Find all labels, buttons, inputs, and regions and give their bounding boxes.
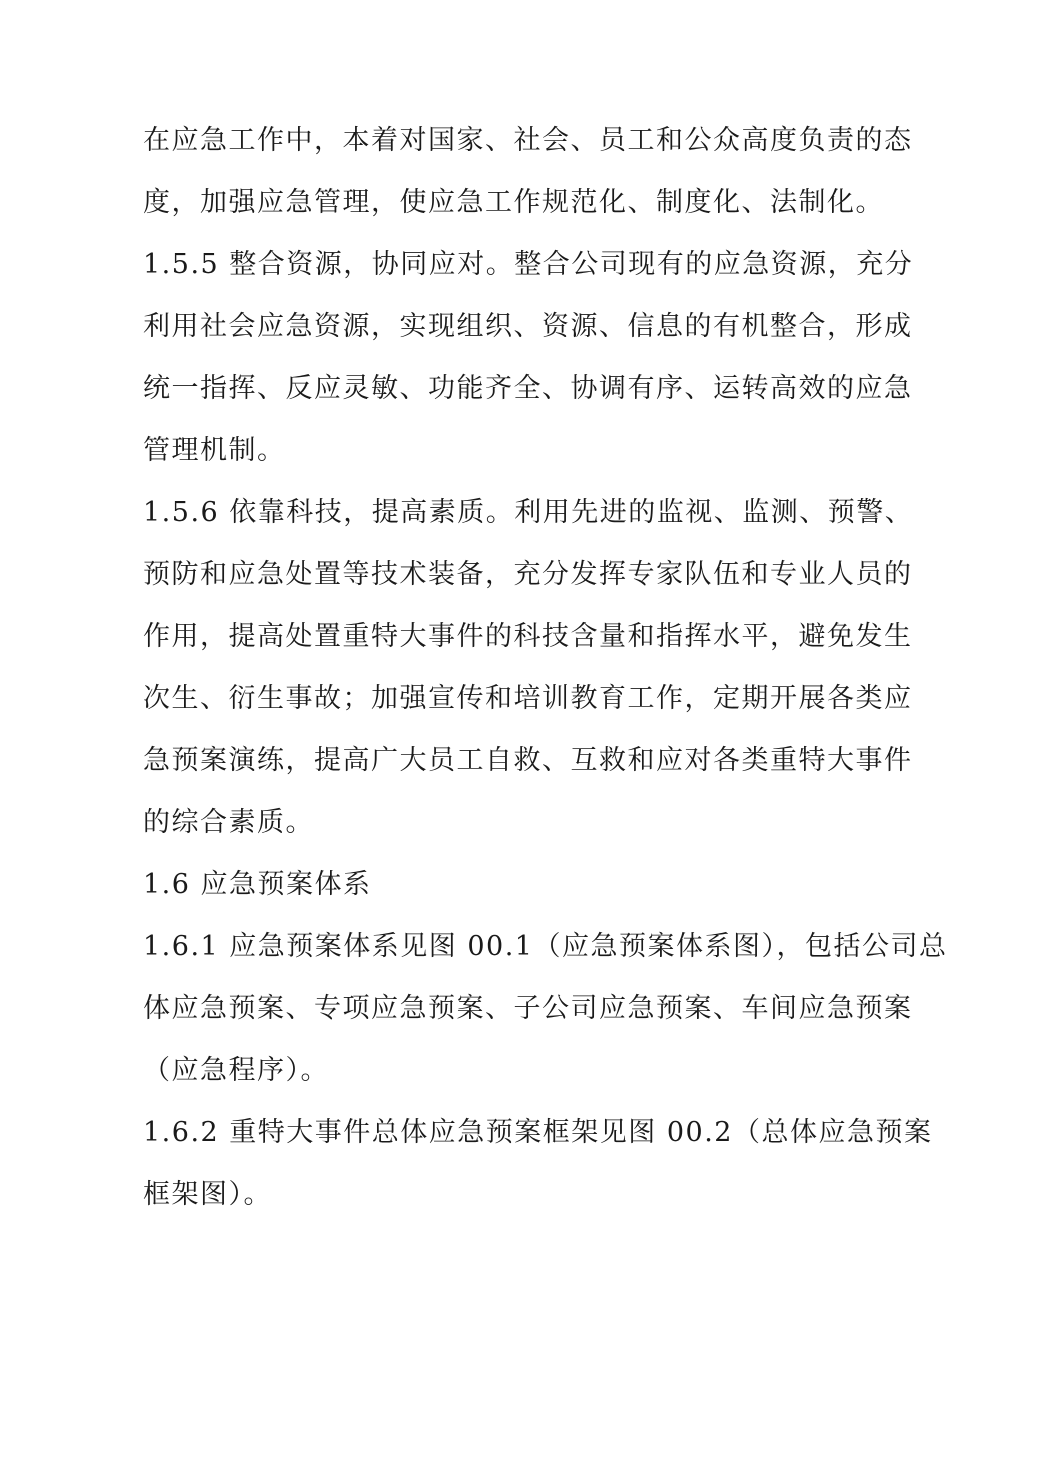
text-line: 预防和应急处置等技术装备，充分发挥专家队伍和专业人员的	[143, 559, 913, 590]
text-line: 1.5.6 依靠科技，提高素质。利用先进的监视、监测、预警、	[143, 497, 914, 528]
text-line: （应急程序）。	[143, 1055, 329, 1086]
text-line: 度，加强应急管理，使应急工作规范化、制度化、法制化。	[143, 187, 884, 218]
text-line: 利用社会应急资源，实现组织、资源、信息的有机整合，形成	[143, 311, 913, 342]
text-line: 急预案演练，提高广大员工自救、互救和应对各类重特大事件	[143, 745, 913, 776]
text-line: 1.6.1 应急预案体系见图 00.1（应急预案体系图），包括公司总	[143, 931, 948, 962]
text-line: 框架图）。	[143, 1179, 272, 1210]
section-heading: 1.6 应急预案体系	[143, 869, 372, 900]
text-line: 1.5.5 整合资源，协同应对。整合公司现有的应急资源，充分	[143, 249, 914, 280]
text-line: 1.6.2 重特大事件总体应急预案框架见图 00.2（总体应急预案	[143, 1117, 933, 1148]
text-line: 统一指挥、反应灵敏、功能齐全、协调有序、运转高效的应急	[143, 373, 913, 404]
text-line: 次生、衍生事故；加强宣传和培训教育工作，定期开展各类应	[143, 683, 913, 714]
text-line: 体应急预案、专项应急预案、子公司应急预案、车间应急预案	[143, 993, 913, 1024]
text-line: 在应急工作中，本着对国家、社会、员工和公众高度负责的态	[143, 125, 913, 156]
text-line: 管理机制。	[143, 435, 286, 466]
text-line: 作用，提高处置重特大事件的科技含量和指挥水平，避免发生	[143, 621, 913, 652]
text-line: 的综合素质。	[143, 807, 314, 838]
